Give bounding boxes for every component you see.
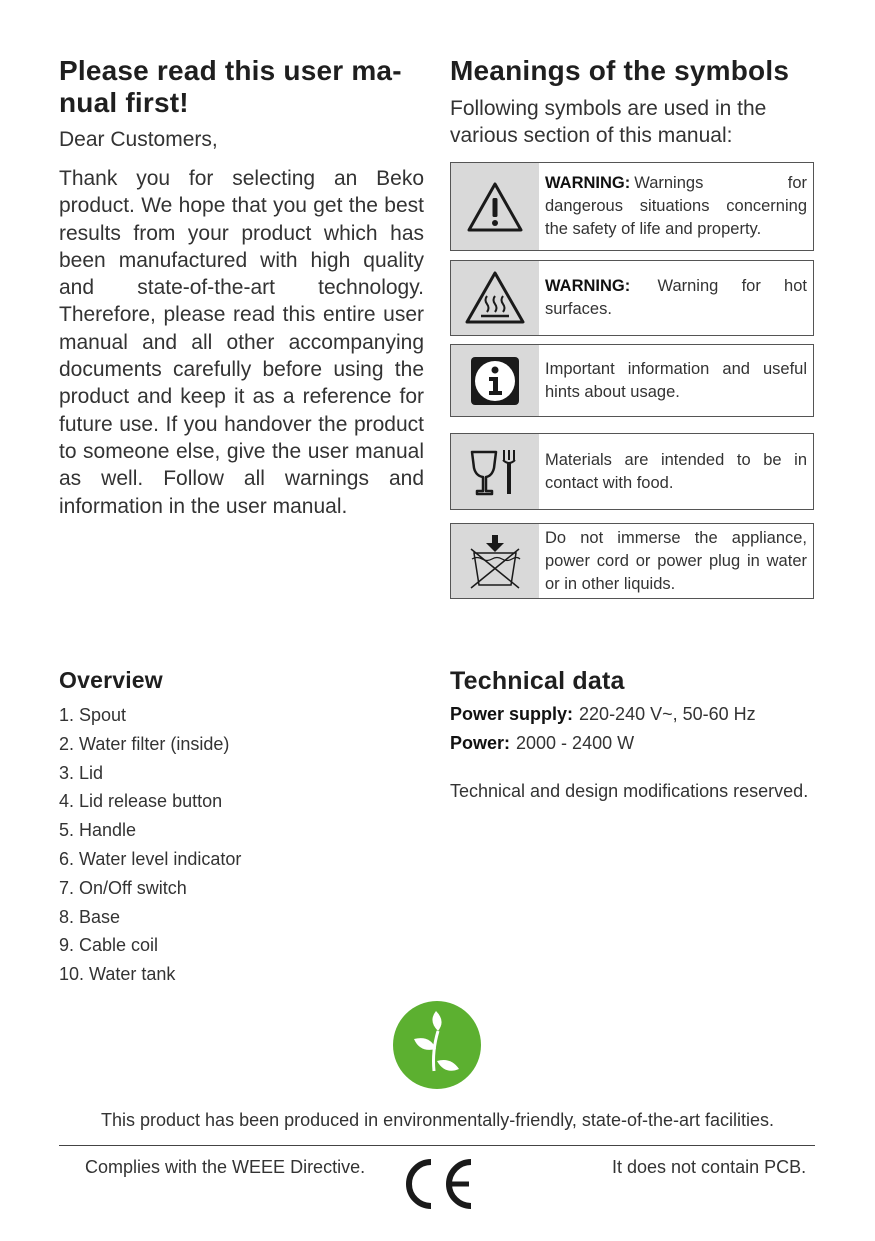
hot-surface-icon <box>451 261 539 335</box>
list-item: 2. Water filter (inside) <box>59 733 230 754</box>
symbol-row-warning <box>450 162 814 251</box>
symbol-row-do-not-immerse <box>450 523 814 599</box>
technical-title: Technical data <box>450 667 625 695</box>
intro-body: Thank you for selecting an Beko product. We hope that you get the best results from your product which has been manufactured with high quality and state-of-the-art technology. Therefore, please read this entire user manual and all other accompanying documents carefully before using the product and keep it as a reference for future use. If you handover the product to someone else, give the user manual as well. Follow all warnings and information in the user manual. <box>59 167 424 518</box>
eco-statement: This product has been produced in environmentally-friendly, state-of-the-art facilities. <box>101 1110 774 1130</box>
intro-title: Please read this user ma-nual first! <box>59 55 402 118</box>
overview-list <box>59 701 241 989</box>
symbol-label: WARNING: <box>545 277 631 295</box>
symbol-text: Important information and useful hints about usage. <box>545 359 807 401</box>
weee-statement: Complies with the WEEE Directive. <box>85 1157 366 1177</box>
list-item: 1. Spout <box>59 705 127 725</box>
power-label: Power: <box>450 733 511 753</box>
ce-mark-icon <box>397 1156 477 1212</box>
symbol-description <box>539 434 813 509</box>
intro-greeting: Dear Customers, <box>59 128 218 151</box>
symbol-row-food-contact <box>450 433 814 510</box>
do-not-immerse-icon <box>451 524 539 598</box>
symbol-text: Materials are intended to be in contact with food. <box>545 450 807 492</box>
footer-divider <box>59 1145 815 1146</box>
power-value: 2000 - 2400 W <box>516 733 635 753</box>
symbol-label: WARNING: <box>545 174 631 192</box>
eco-leaf-icon <box>393 1001 481 1089</box>
symbols-title: Meanings of the symbols <box>450 55 790 86</box>
power-row <box>450 733 634 754</box>
list-item: 9. Cable coil <box>59 935 159 956</box>
symbol-description <box>539 261 813 335</box>
symbol-description <box>539 163 813 250</box>
list-item: 4. Lid release button <box>59 791 223 812</box>
overview-title: Overview <box>59 667 163 693</box>
list-item: 8. Base <box>59 906 121 927</box>
pcb-statement: It does not contain PCB. <box>612 1157 807 1177</box>
symbol-text: Warnings for dangerous situations concerning the safety of life and property. <box>545 174 807 238</box>
info-icon <box>451 345 539 416</box>
power-supply-label: Power supply: <box>450 704 574 724</box>
food-contact-icon <box>451 434 539 509</box>
list-item: 3. Lid <box>59 762 104 783</box>
symbols-intro: Following symbols are used in the various section of this manual: <box>450 97 767 147</box>
technical-note: Technical and design modifications reserved. <box>450 781 809 801</box>
list-item: 6. Water level indicator <box>59 848 242 869</box>
list-item: 10. Water tank <box>59 964 176 985</box>
symbol-row-hot-surface <box>450 260 814 336</box>
list-item: 7. On/Off switch <box>59 877 187 898</box>
symbol-text: Do not immerse the appliance, power cord or power plug in water or in other liquids. <box>545 528 807 593</box>
list-item: 5. Handle <box>59 820 137 841</box>
power-supply-row <box>450 704 756 725</box>
symbol-text: Warning for hot surfaces. <box>545 277 807 318</box>
symbol-description <box>539 524 813 598</box>
warning-triangle-icon <box>451 163 539 250</box>
symbol-row-info <box>450 344 814 417</box>
symbol-description <box>539 345 813 416</box>
power-supply-value: 220-240 V~, 50-60 Hz <box>579 704 756 724</box>
